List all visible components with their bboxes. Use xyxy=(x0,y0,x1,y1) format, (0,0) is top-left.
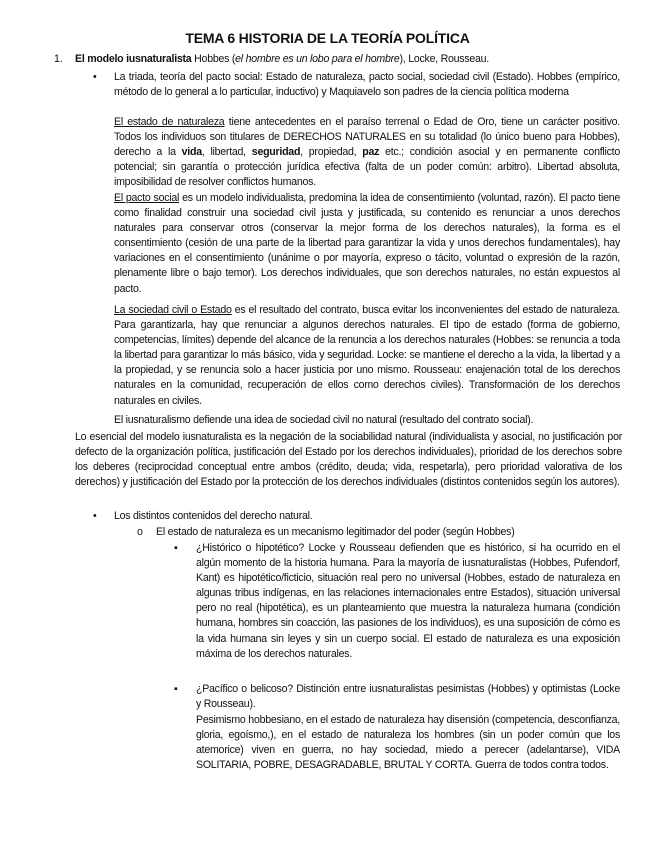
sociedad-text: es el resultado del contrato, busca evitar los inconvenientes del estado de naturaleza. Para garantizarla, hay que renunciar a algunos derechos naturales. El tipo de estado (forma de gobierno, competencias, límites) depende del alcance de la renuncia a los derechos naturales (Hobbes: se renuncia a toda la libertad para garantizar lo más básico, vida y seguridad. Locke: se mantiene el derecho a la vida, la libertad y a la propiedad, y se renuncia solo a hacer justicia por uno mismo. Rousseau: enajenación total de los derechos naturales en la comunidad, recuperación de ellos como derechos civiles). Transformación de los derechos naturales en civiles. xyxy=(114,304,621,407)
historico-paragraph: ¿Histórico o hipotético? Locke y Rousseau defienden que es histórico, si ha ocurrido en el algún momento de la historia humana. Para la mayoría de iusnaturalistas (Hobbes, Pufendorf, Kant) es hipotético/ficticio, situación real pero no universal (Hobbes, estado de naturaleza en algunas tribus indígenas, en las relaciones internacionales entre Estados), situación universal pero no real (hipotética), es un planteamiento que muestra la naturaleza humana (condición humana, hombres sin coacción, las pasiones de los individuos), es una suposición de cómo es la vida humana sin leyes y sin un cuerpo social. El estado de naturaleza es una exposición máxima de los derechos naturales. xyxy=(196,542,620,660)
circle-marker: o xyxy=(137,526,143,538)
estado-paz: paz xyxy=(362,146,380,159)
item1-text-b: ), Locke, Rousseau. xyxy=(399,53,489,65)
bullet-marker: • xyxy=(93,71,97,83)
esencial-paragraph: Lo esencial del modelo iusnaturalista es la negación de la sociabilidad natural (individualista y asocial, no justificación por defecto de la organización política, justificación del Estado por los derechos individuales), prioridad de los derechos sobre los deberes (reciprocidad conceptual entre ambos (crédito, deuda; vida, respetarla), pero prioridad valorativa de los derechos) y justificación del Estado por la protección de los derechos individuales (distintos contenidos según los autores). xyxy=(75,431,622,489)
sociedad-civil-term: La sociedad civil o Estado xyxy=(114,304,232,316)
pesimismo-paragraph: Pesimismo hobbesiano, en el estado de naturaleza hay disensión (competencia, desconfianza, gloria, egoísmo,), en el estado de naturaleza los hombres (sin un poder común que los atemorice) viven en guerra, no hay sociedad, miedo a perecer (adelantarse), VIDA SOLITARIA, POBRE, DESAGRADABLE, BRUTAL Y CORTA. Guerra de todos contra todos. xyxy=(196,714,620,772)
item1-heading xyxy=(75,52,575,67)
bullet-marker: • xyxy=(93,510,97,522)
estado-vida: vida xyxy=(181,146,202,159)
square-marker: ▪ xyxy=(174,542,178,554)
list-number: 1. xyxy=(54,53,63,65)
pacto-social-paragraph xyxy=(114,191,620,297)
estado-naturaleza-paragraph xyxy=(114,115,620,190)
item1-text-a: Hobbes ( xyxy=(191,53,236,65)
estado-seguridad: seguridad xyxy=(251,146,301,159)
estado-naturaleza-term: El estado de naturaleza xyxy=(114,116,225,128)
pacto-social-term: El pacto social xyxy=(114,192,180,204)
pacto-text: es un modelo individualista, predomina la idea de consentimiento (voluntad, razón). El pacto tiene como finalidad construir una sociedad civil justa y justificada, su contenido es renunciar a unos derechos naturales para conservar otros (conservar la mejor forma de los derechos naturales), la forma es el consentimiento (cesión de una parte de la libertad para garantizar la vida y unos derechos fundamentales), hay variaciones en el consentimiento (unánime o por mayoría, expreso o tácito, voluntad o expresión de la razón, plenamente libre o bajo temor). Los derechos individuales, que son derechos naturales, no están expuestos al pacto. xyxy=(114,192,620,295)
item1-bold: El modelo iusnaturalista xyxy=(75,53,192,65)
distintos-line: Los distintos contenidos del derecho natural. xyxy=(114,510,313,522)
legitimador-line: El estado de naturaleza es un mecanismo legitimador del poder (según Hobbes) xyxy=(156,526,515,538)
iusnaturalismo-line: El iusnaturalismo defiende una idea de sociedad civil no natural (resultado del contrato social). xyxy=(114,414,534,426)
page-title: TEMA 6 HISTORIA DE LA TEORÍA POLÍTICA xyxy=(185,30,470,46)
square-marker: ▪ xyxy=(174,683,178,695)
pacifico-paragraph: ¿Pacífico o belicoso? Distinción entre iusnaturalistas pesimistas (Hobbes) y optimistas (Locke y Rousseau). xyxy=(196,683,620,711)
triada-paragraph: La triada, teoría del pacto social: Estado de naturaleza, pacto social, sociedad civil (Estado). Hobbes (empírico, método de lo general a lo particular, inductivo) y Maquiavelo son padres de la ciencia política moderna xyxy=(114,71,620,99)
estado-text-a: tiene antecedentes en el paraíso terrenal o Edad de Oro, tiene un carácter positivo. Todos los individuos son titulares de DERECHOS NATURALES en su totalidad (lo único bueno para Hobbes), derecho a la xyxy=(114,116,620,159)
estado-text-c: , libertad, xyxy=(201,146,252,159)
item1-italic: el hombre es un lobo para el hombre xyxy=(235,53,400,65)
estado-text-e: etc.; condición asocial y en permanente conflicto potencial; sin garantía o protección jurídica efectiva (falta de un poder común: arbitro). Libertad absoluta, imposibilidad de resolver conflictos humanos. xyxy=(114,146,620,189)
sociedad-civil-paragraph xyxy=(114,303,620,409)
estado-text-d: , propiedad, xyxy=(300,146,363,159)
